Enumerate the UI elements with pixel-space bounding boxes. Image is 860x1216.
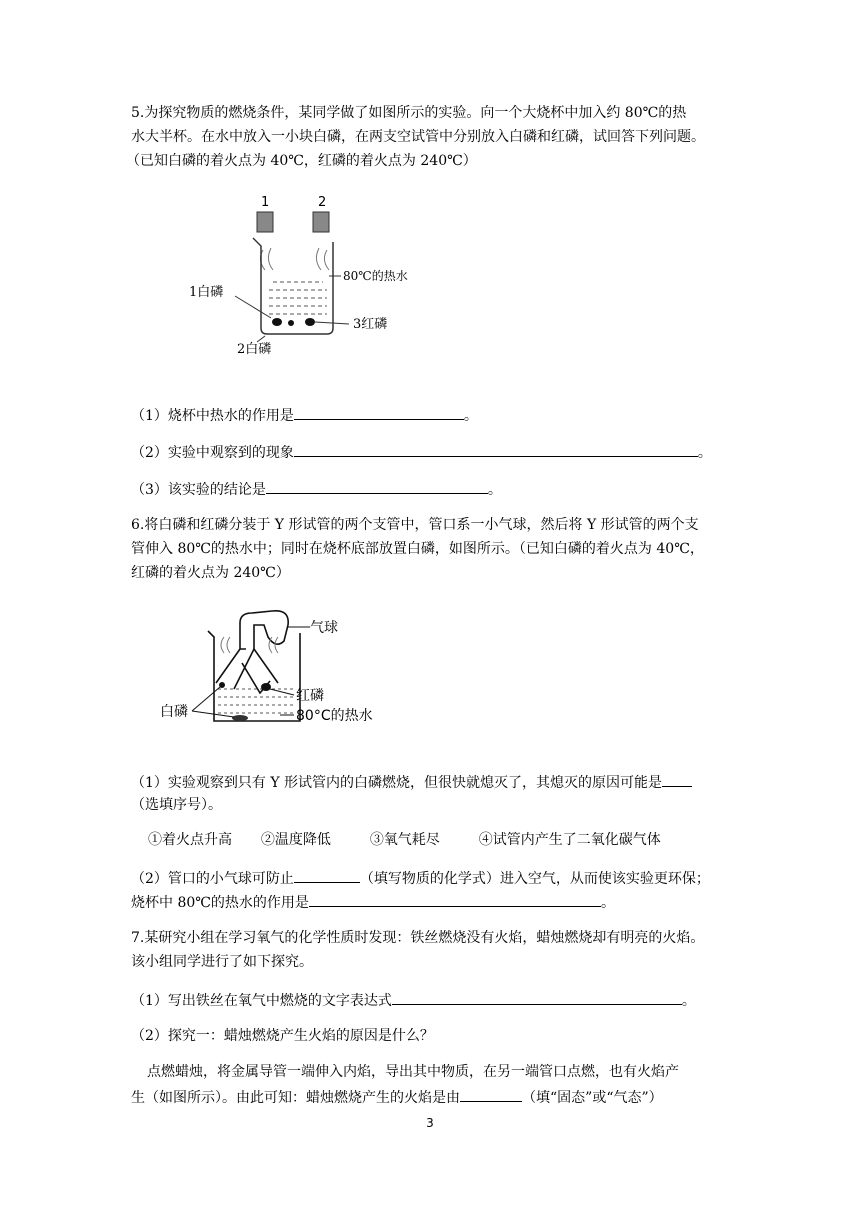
q6-sub2-blank2[interactable] <box>309 890 601 907</box>
q5-sub2-end: 。 <box>697 445 712 461</box>
q6-sub2-text: （2）管口的小气球可防止 <box>131 871 294 887</box>
q7-sub1 <box>131 988 741 1014</box>
q6-label-balloon: 气球 <box>310 620 338 636</box>
q7-sub1-blank[interactable] <box>392 988 682 1005</box>
q6-option-4: ④试管内产生了二氧化碳气体 <box>478 832 661 848</box>
q6-options <box>148 829 748 853</box>
q7-intro-line2: 该小组同学进行了如下探究。 <box>131 954 313 970</box>
q5-sub1-text: （1）烧杯中热水的作用是 <box>131 408 294 424</box>
q5-sub2-blank[interactable] <box>294 440 698 457</box>
q5-sub3-end: 。 <box>487 482 502 498</box>
q6-option-2: ②温度降低 <box>260 832 331 848</box>
q6-intro-line3: 红磷的着火点为 240℃） <box>131 565 290 581</box>
q6-sub1-line1 <box>131 770 741 796</box>
q5-sub1-end: 。 <box>463 408 478 424</box>
q6-sub2-line2-end: 。 <box>600 895 615 911</box>
page-number: 3 <box>426 1116 434 1130</box>
q6-label-water: 80°C的热水 <box>296 708 373 724</box>
q7-paragraph-line1: 点燃蜡烛，将金属导管一端伸入内焰，导出其中物质，在另一端管口点燃，也有火焰产 <box>147 1064 679 1080</box>
q6-sub1-blank[interactable] <box>662 770 692 787</box>
q6-red-phosphorus <box>261 683 271 691</box>
q6-balloon <box>240 611 288 649</box>
q5-intro-line3: （已知白磷的着火点为 40℃，红磷的着火点为 240℃） <box>126 153 477 169</box>
q6-sub2-line2-text: 烧杯中 80℃的热水的作用是 <box>131 895 309 911</box>
q6-option-1: ①着火点升高 <box>148 832 232 848</box>
q6-figure <box>160 603 390 738</box>
q6-sub1-text: （1）实验观察到只有 Y 形试管内的白磷燃烧，但很快就熄灭了，其熄灭的原因可能是 <box>131 775 663 791</box>
q5-sub2 <box>131 440 741 466</box>
q5-tube2 <box>313 212 329 232</box>
q6-sub2-text-end: （填写物质的化学式）进入空气，从而使该实验更环保； <box>359 871 710 887</box>
q5-label-white-phosphorus-2: 2白磷 <box>237 342 272 357</box>
q6-sub2-line2 <box>131 890 741 916</box>
q5-white-phosphorus-2 <box>288 320 294 326</box>
q5-label-white-phosphorus-1: 1白磷 <box>189 285 224 300</box>
q7-sub1-end: 。 <box>681 993 696 1009</box>
q7-paragraph-text-end: （填“固态”或“气态”） <box>522 1090 663 1106</box>
q5-figure <box>185 190 445 360</box>
q6-sub2-blank1[interactable] <box>294 866 360 883</box>
q5-beaker <box>253 238 333 334</box>
q6-sub2-line1 <box>131 866 741 892</box>
q6-label-red-phosphorus: 红磷 <box>296 688 324 704</box>
q7-sub2: （2）探究一：蜡烛燃烧产生火焰的原因是什么？ <box>131 1028 434 1044</box>
q5-sub1 <box>131 403 741 429</box>
q5-label-water: 80℃的热水 <box>343 269 408 283</box>
q6-label-white-phosphorus: 白磷 <box>160 704 188 720</box>
q5-white-phosphorus-1 <box>272 318 282 326</box>
q6-sub1-line2: （选填序号）。 <box>131 797 222 813</box>
q7-intro-line1: 7.某研究小组在学习氧气的化学性质时发现：铁丝燃烧没有火焰，蜡烛燃烧却有明亮的火焰。 <box>131 930 705 946</box>
q5-sub2-text: （2）实验中观察到的现象 <box>131 445 294 461</box>
q6-intro-line2: 管伸入 80℃的热水中；同时在烧杯底部放置白磷，如图所示。（已知白磷的着火点为 40℃， <box>131 541 704 557</box>
q6-white-phosphorus-bottom <box>232 715 248 721</box>
q5-tube1-number: 1 <box>261 195 270 210</box>
q5-tube1 <box>257 212 273 232</box>
q7-paragraph-line2 <box>131 1085 741 1111</box>
q5-intro-line1: 5.为探究物质的燃烧条件，某同学做了如图所示的实验。向一个大烧杯中加入约 80℃的热 <box>131 105 687 121</box>
q5-sub3-text: （3）该实验的结论是 <box>131 482 266 498</box>
q5-sub1-blank[interactable] <box>294 403 464 420</box>
q7-paragraph-text: 生（如图所示）。由此可知：蜡烛燃烧产生的火焰是由 <box>131 1090 460 1106</box>
q5-sub3 <box>131 477 741 503</box>
q5-intro-line2: 水大半杯。在水中放入一小块白磷，在两支空试管中分别放入白磷和红磷，试回答下列问题。 <box>131 129 705 145</box>
q7-paragraph-blank[interactable] <box>460 1085 522 1102</box>
q5-sub3-blank[interactable] <box>266 477 488 494</box>
q6-intro-line1: 6.将白磷和红磷分装于 Y 形试管的两个支管中，管口系一小气球，然后将 Y 形试管的两个支 <box>131 517 699 533</box>
q5-label-red-phosphorus: 3红磷 <box>353 317 388 332</box>
q6-option-3: ③氧气耗尽 <box>369 832 440 848</box>
q7-sub1-text: （1）写出铁丝在氧气中燃烧的文字表达式 <box>131 993 392 1009</box>
q5-tube2-number: 2 <box>318 195 327 210</box>
q5-red-phosphorus <box>305 318 315 326</box>
